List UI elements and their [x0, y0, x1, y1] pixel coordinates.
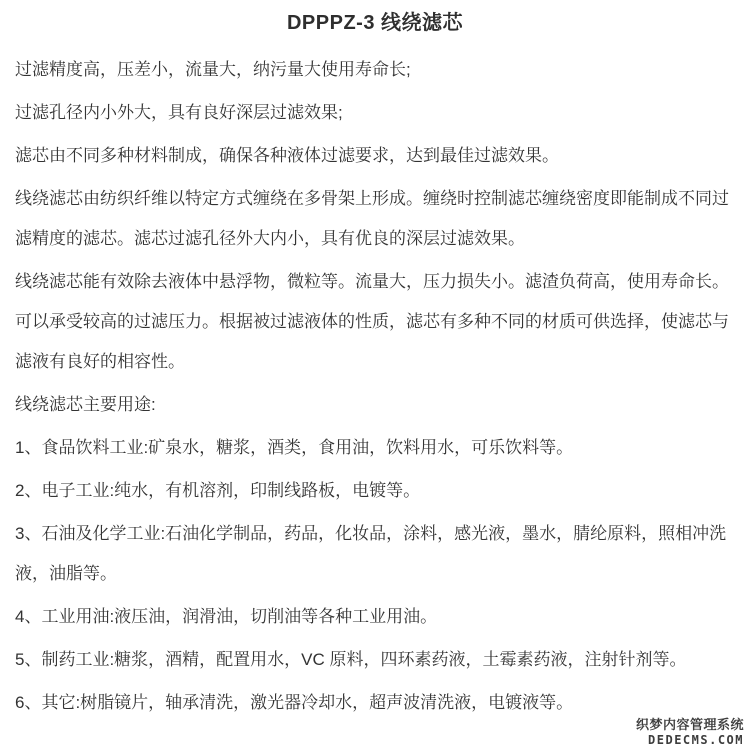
application-item-pharmaceutical: 5、制药工业:糖浆，酒精，配置用水，VC 原料，四环素药液，土霉素药液，注射针剂等。 — [15, 650, 687, 669]
watermark-chinese-text: 织梦内容管理系统 — [635, 717, 744, 732]
watermark-domain-text: DEDECMS.COM — [648, 733, 744, 747]
paragraph-construction: 线绕滤芯由纺织纤维以特定方式缠绕在多骨架上形成。缠绕时控制滤芯缠绕密度即能制成不同过滤精度的滤芯。滤芯过滤孔径外大内小，具有优良的深层过滤效果。 — [15, 189, 729, 248]
paragraph-performance: 线绕滤芯能有效除去液体中悬浮物，微粒等。流量大，压力损失小。滤渣负荷高，使用寿命长。可以承受较高的过滤压力。根据被过滤液体的性质，滤芯有多种不同的材质可供选择，使滤芯与滤液有良好的相容性。 — [15, 272, 729, 371]
application-item-other: 6、其它:树脂镜片，轴承清洗，激光器冷却水，超声波清洗液，电镀液等。 — [15, 693, 574, 712]
application-item-food-beverage: 1、食品饮料工业:矿泉水，糖浆，酒类，食用油，饮料用水，可乐饮料等。 — [15, 438, 574, 457]
paragraph-feature-materials: 滤芯由不同多种材料制成，确保各种液体过滤要求，达到最佳过滤效果。 — [15, 146, 559, 165]
application-item-electronics: 2、电子工业:纯水，有机溶剂，印制线路板，电镀等。 — [15, 481, 421, 500]
applications-list — [15, 428, 735, 723]
applications-heading: 线绕滤芯主要用途: — [15, 395, 156, 414]
application-item-petro-chemical: 3、石油及化学工业:石油化学制品，药品，化妆品，涂料，感光液，墨水，腈纶原料，照相冲洗液，油脂等。 — [15, 524, 727, 583]
application-item-industrial-oil: 4、工业用油:液压油，润滑油，切削油等各种工业用油。 — [15, 607, 438, 626]
paragraph-feature-precision: 过滤精度高，压差小，流量大，纳污量大使用寿命长; — [15, 60, 411, 79]
page-title: DPPPZ-3 线绕滤芯 — [286, 12, 464, 34]
paragraph-feature-pore-size: 过滤孔径内小外大，具有良好深层过滤效果; — [15, 103, 343, 122]
dedecms-watermark — [636, 717, 744, 748]
